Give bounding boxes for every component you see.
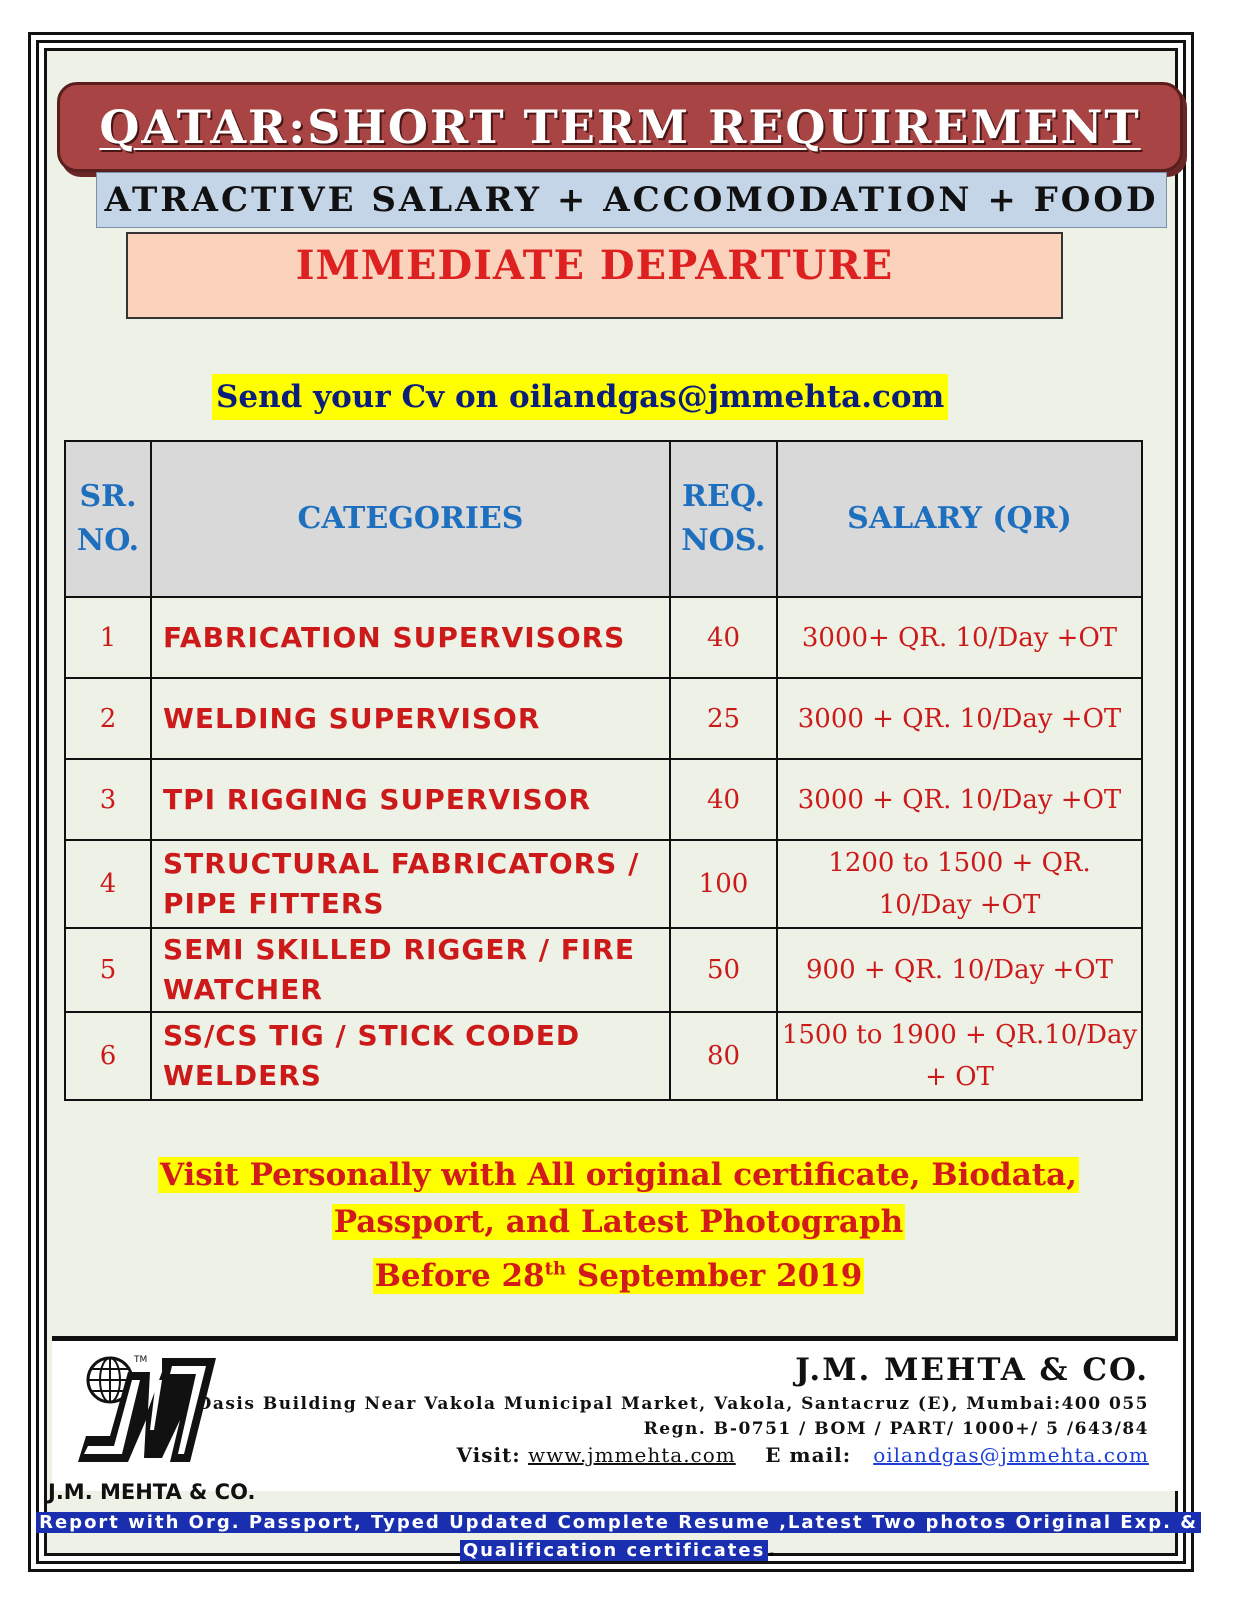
sr-cell: 2 xyxy=(65,678,151,759)
category-cell: WELDING SUPERVISOR xyxy=(151,678,670,759)
sr-cell: 5 xyxy=(65,928,151,1012)
page-title: QATAR:SHORT TERM REQUIREMENT xyxy=(99,100,1141,154)
category-cell: TPI RIGGING SUPERVISOR xyxy=(151,759,670,840)
send-cv-highlight xyxy=(212,374,948,420)
jobs-table xyxy=(64,440,1143,1101)
notice-line-2: Passport, and Latest Photograph xyxy=(333,1204,904,1240)
report-line-1: Report with Org. Passport, Typed Updated Complete Resume ,Latest Two photos Original Exp. & xyxy=(36,1512,1201,1533)
req-cell: 100 xyxy=(670,840,777,928)
sr-cell: 4 xyxy=(65,840,151,928)
report-instructions xyxy=(0,1509,1237,1565)
sr-cell: 3 xyxy=(65,759,151,840)
salary-cell: 1500 to 1900 + QR.10/Day + OT xyxy=(777,1012,1142,1100)
salary-cell: 1200 to 1500 + QR. 10/Day +OT xyxy=(777,840,1142,928)
visit-label: Visit: xyxy=(456,1443,521,1467)
req-cell: 80 xyxy=(670,1012,777,1100)
table-row xyxy=(65,1012,1142,1100)
header-categories: CATEGORIES xyxy=(151,441,670,597)
table-row xyxy=(65,678,1142,759)
email-link[interactable]: oilandgas@jmmehta.com xyxy=(873,1443,1149,1467)
table-row xyxy=(65,928,1142,1012)
report-line-2: Qualification certificates xyxy=(460,1540,769,1561)
salary-cell: 900 + QR. 10/Day +OT xyxy=(777,928,1142,1012)
notice-line-3: Before 28th September 2019 xyxy=(374,1258,863,1295)
category-cell: SS/CS TIG / STICK CODED WELDERS xyxy=(151,1012,670,1100)
category-cell: STRUCTURAL FABRICATORS / PIPE FITTERS xyxy=(151,840,670,928)
header-sr-no: SR. NO. xyxy=(65,441,151,597)
req-cell: 40 xyxy=(670,597,777,678)
registration-number: Regn. B-0751 / BOM / PART/ 1000+/ 5 /643/84 xyxy=(643,1419,1149,1439)
notice-line-1: Visit Personally with All original certificate, Biodata, xyxy=(160,1157,1077,1193)
category-cell: FABRICATION SUPERVISORS xyxy=(151,597,670,678)
req-cell: 50 xyxy=(670,928,777,1012)
visit-notice xyxy=(0,1152,1237,1300)
salary-cell: 3000 + QR. 10/Day +OT xyxy=(777,678,1142,759)
website-link[interactable]: www.jmmehta.com xyxy=(528,1443,736,1467)
company-address: Oasis Building Near Vakola Municipal Market, Vakola, Santacruz (E), Mumbai:400 055 xyxy=(196,1394,1149,1414)
header-req-nos: REQ. NOS. xyxy=(670,441,777,597)
req-cell: 25 xyxy=(670,678,777,759)
table-row xyxy=(65,840,1142,928)
contact-line xyxy=(456,1443,1149,1467)
benefits-text: ATRACTIVE SALARY + ACCOMODATION + FOOD xyxy=(104,180,1159,220)
logo-caption: J.M. MEHTA & CO. xyxy=(48,1480,256,1504)
salary-cell: 3000 + QR. 10/Day +OT xyxy=(777,759,1142,840)
email-label: E mail: xyxy=(765,1443,852,1467)
table-row xyxy=(65,597,1142,678)
title-banner xyxy=(57,82,1183,172)
req-cell: 40 xyxy=(670,759,777,840)
table-row xyxy=(65,759,1142,840)
table-header-row xyxy=(65,441,1142,597)
sr-cell: 1 xyxy=(65,597,151,678)
sr-cell: 6 xyxy=(65,1012,151,1100)
salary-cell: 3000+ QR. 10/Day +OT xyxy=(777,597,1142,678)
category-cell: SEMI SKILLED RIGGER / FIRE WATCHER xyxy=(151,928,670,1012)
header-salary: SALARY (QR) xyxy=(777,441,1142,597)
departure-text: IMMEDIATE DEPARTURE xyxy=(295,242,894,289)
company-name: J.M. MEHTA & CO. xyxy=(795,1352,1149,1388)
benefits-bar xyxy=(96,172,1167,228)
svg-text:TM: TM xyxy=(134,1355,148,1365)
report-line-2-end: . xyxy=(768,1540,778,1561)
send-cv-text: Send your Cv on oilandgas@jmmehta.com xyxy=(216,379,945,415)
departure-box xyxy=(126,232,1063,319)
